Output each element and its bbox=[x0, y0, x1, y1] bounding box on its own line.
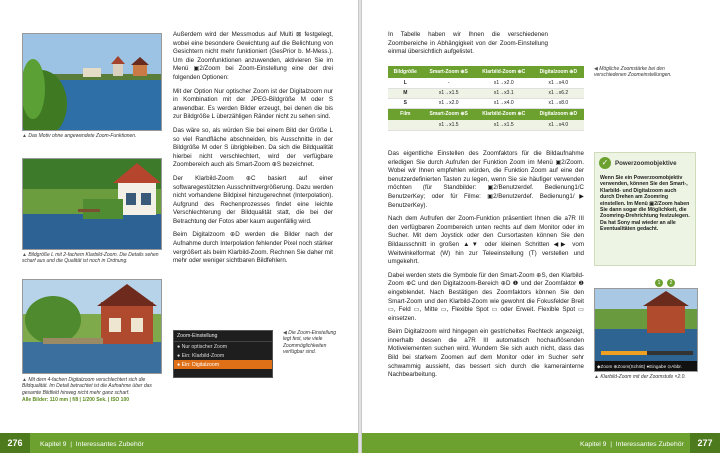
left-page bbox=[0, 0, 358, 453]
caption-menu: ◀ Die Zoom-Einstellung legt fest, wie viele Zoommöglichkeiten verfügbar sind. bbox=[283, 330, 337, 355]
paragraph: Außerdem wird der Messmodus auf Multi ⊠ festgelegt, wobei eine besondere Gewichtung auf die Belichtung von Gesichtern nicht mehr funktioniert (GesPrior b. M-Mess.). Um die Zoomfunktionen anzuwenden, aktivieren Sie im Menü ▣2/Zoom bei Zoom-Einstellung eine der drei folgenden Optionen: bbox=[173, 31, 333, 81]
menu-item[interactable]: ● Ein: Klarbild-Zoom bbox=[177, 352, 225, 359]
right-page bbox=[362, 0, 720, 453]
photo-digital-zoom bbox=[22, 279, 162, 374]
paragraph: Das wäre so, als würden Sie bei einem Bild der Größe L so viel Randfläche abschneiden, bis Ausschnitte in der Bildgröße M oder S übrigbleiben. Da sich die Bildqualität hierbei nicht verschlechtert, wird der verfügbare Zoombereich auch als Smart-Zoom ⊕S bezeichnet. bbox=[173, 126, 333, 169]
zoom-range-table bbox=[388, 66, 584, 131]
table-row: x1→x1.5 x1→x1.5 x1→x4.0 bbox=[388, 120, 584, 130]
photo-lake-no-zoom bbox=[22, 33, 162, 131]
menu-item-selected[interactable]: ● Ein: Digitalzoom bbox=[174, 360, 272, 369]
caption-photo-3: ▲ Mit dem 4-fachen Digitalzoom verschlechtert sich die Bildqualität. Im Detail betrachtet ist die Aufnahme über das gesamte Bildfeld hinweg nicht mehr ganz scharf. bbox=[22, 377, 152, 396]
chapter-label: Kapitel 9 | Interessantes Zubehör bbox=[40, 441, 144, 448]
table-row: M x1→x1.5 x1→x3.1 x1→x6.2 bbox=[388, 88, 584, 98]
camera-button-bar: ◆Zoom ⊕Zoom(Schritt) ●Eingabe ⊙Abbr. bbox=[595, 361, 698, 372]
tip-title: Powerzoomobjektive bbox=[615, 160, 677, 167]
table-header-row bbox=[388, 66, 584, 78]
table-row: L - x1→x2.0 x1→x4.0 bbox=[388, 78, 584, 88]
tip-box bbox=[594, 152, 696, 266]
photo-exif-info: Alle Bilder: 110 mm | f/8 | 1/200 Sek. | ISO 100 bbox=[22, 397, 130, 403]
paragraph: Das eigentliche Einstellen des Zoomfaktors für die Bildaufnahme erledigen Sie durch Aufrufen der Funktion Zoom im Menü ▣2/Zoom. Wobei wir Ihnen empfehlen würden, die Funktion Zoom auf eine der benutzerdefinierten Tasten zu legen, wenn Sie sie häufiger verwenden möchten (für Standbilder: ▣2/Benutzerdef. Bedienung1/C BenutzerKey; oder für Filme: ▣2/Benutzerdef. Bedienung1/▶ BenutzerKey). bbox=[388, 150, 584, 209]
paragraph: Nach dem Aufrufen der Zoom-Funktion präsentiert Ihnen die a7R III den verfügbaren Zoombereich unten rechts auf dem Monitor oder im Sucher. Mit dem Joystick oder den Cursortasten können Sie den Bildausschnitt in großen ▲▼ oder kleinen Schritten ◀▶ vom Weitwinkelformat (W) hin zur Teleeinstellung (T) verstellen und umgekehrt. bbox=[388, 215, 584, 266]
page-footer bbox=[0, 433, 358, 453]
camera-caption: ▲ Klarbild-Zoom mit der Zoomstufe ×2.0. bbox=[594, 374, 686, 380]
paragraph: Beim Digitalzoom wird hingegen ein gestricheltes Rechteck angezeigt, innerhalb dessen die a7R III automatisch hochauflösenden Motivelementen suchen wird. Wundern Sie sich auch nicht, dass das Bild bei starkem Zoomen auf dem Monitor oder im Sucher sehr schwammig aussieht, das bessert sich durch die kamerainterne Nachbearbeitung. bbox=[388, 328, 584, 379]
caption-photo-2: ▲ Bildgröße L mit 2-fachem Klarbild-Zoom. Die Details sehen scharf aus und die Qualität ist noch in Ordnung. bbox=[22, 252, 159, 265]
table-header: Klarbild-Zoom ⊕C bbox=[475, 66, 533, 78]
intro-text: In Tabelle haben wir Ihnen die verschiedenen Zoombereiche in Abhängigkeit von der Zoom-Einstellung einmal übersichtlich aufgelistet. bbox=[388, 31, 548, 56]
menu-title: Zoom-Einstellung bbox=[174, 331, 272, 342]
table-header: Smart-Zoom ⊕S bbox=[423, 66, 475, 78]
marker-2: 2 bbox=[667, 279, 675, 287]
photo-klarbild-zoom bbox=[22, 158, 162, 250]
table-header: Bildgröße bbox=[388, 66, 423, 78]
marker-1: 1 bbox=[655, 279, 663, 287]
paragraph: Mit der Option Nur optischer Zoom ist der Digitalzoom nur in Kombination mit der JPEG-Bildgröße M oder S anwendbar. Es werden Bilder erzeugt, bei denen die bis zur Bildgröße L überzähligen Ränder nicht zu sehen sind. bbox=[173, 87, 333, 121]
table-header: Digitalzoom ⊕D bbox=[533, 66, 584, 78]
paragraph: Dabei werden stets die Symbole für den Smart-Zoom ⊕S, den Klarbild-Zoom ⊕C und den Digitalzoom-Bereich ⊕D ❶ und der Zoomfaktor ❷ eingeblendet. Nach Bestätigen des Zoomfaktors können Sie den Smart-Zoom und den Klarbild-Zoom wie gewohnt die Fokusfelder Breit ▭, Feld ▭, Mitte ▭, Flexible Spot ▭ oder Erweit. Flexible Spot ▭ einsetzen. bbox=[388, 271, 584, 322]
check-icon: ✓ bbox=[599, 157, 611, 169]
chapter-label: Kapitel 9 | Interessantes Zubehör bbox=[580, 441, 684, 448]
page-number: 276 bbox=[0, 433, 30, 453]
page-number: 277 bbox=[690, 433, 720, 453]
zoom-setting-menu bbox=[173, 330, 273, 378]
table-caption: ◀ Mögliche Zoomstärke bei den verschiedenen Zoomeinstellungen. bbox=[594, 66, 672, 79]
caption-photo-1: ▲ Das Motiv ohne angewendete Zoom-Funktionen. bbox=[22, 133, 137, 139]
tip-text: Wenn Sie ein Powerzoomobjektiv verwenden, können Sie den Smart-, Klarbild- und Digitalzoom auch durch Drehen am Zoomring einstellen. Im Menü ▣2/Zoom haben Sie dann sogar die Möglichkeit, die Zoomring-Drehrichtung festzulegen. Da hat Sony mal wieder an alle Eventualitäten gedacht. bbox=[600, 175, 690, 233]
paragraph: Beim Digitalzoom ⊕D werden die Bilder nach der Aufnahme durch Interpolation fehlender Pixel noch stärker vergrößert als beim Klarbild-Zoom. Rechnen Sie daher mit mehr oder weniger sichtbaren Bildfehlern. bbox=[173, 231, 333, 265]
right-body-text bbox=[388, 150, 584, 385]
paragraph: Der Klarbild-Zoom ⊕C basiert auf einer softwaregestützten Ausschnittvergrößerung. Dazu werden nicht vorhandene Bildpixel hinzugerechnet (Interpolation). Aufgrund des Rechenprozesses findet eine leichte Verschlechterung der Bildqualität statt, die bei der Betrachtung der Fotos aber kaum augenfällig wird. bbox=[173, 174, 333, 225]
left-body-text bbox=[173, 31, 333, 271]
table-subheader-row: Film Smart-Zoom ⊕S Klarbild-Zoom ⊕C Digitalzoom ⊕D bbox=[388, 108, 584, 120]
table-row: S x1→x2.0 x1→x4.0 x1→x8.0 bbox=[388, 98, 584, 108]
camera-zoom-screen bbox=[594, 288, 698, 372]
menu-item[interactable]: ● Nur optischer Zoom bbox=[177, 343, 228, 350]
page-footer bbox=[362, 433, 720, 453]
